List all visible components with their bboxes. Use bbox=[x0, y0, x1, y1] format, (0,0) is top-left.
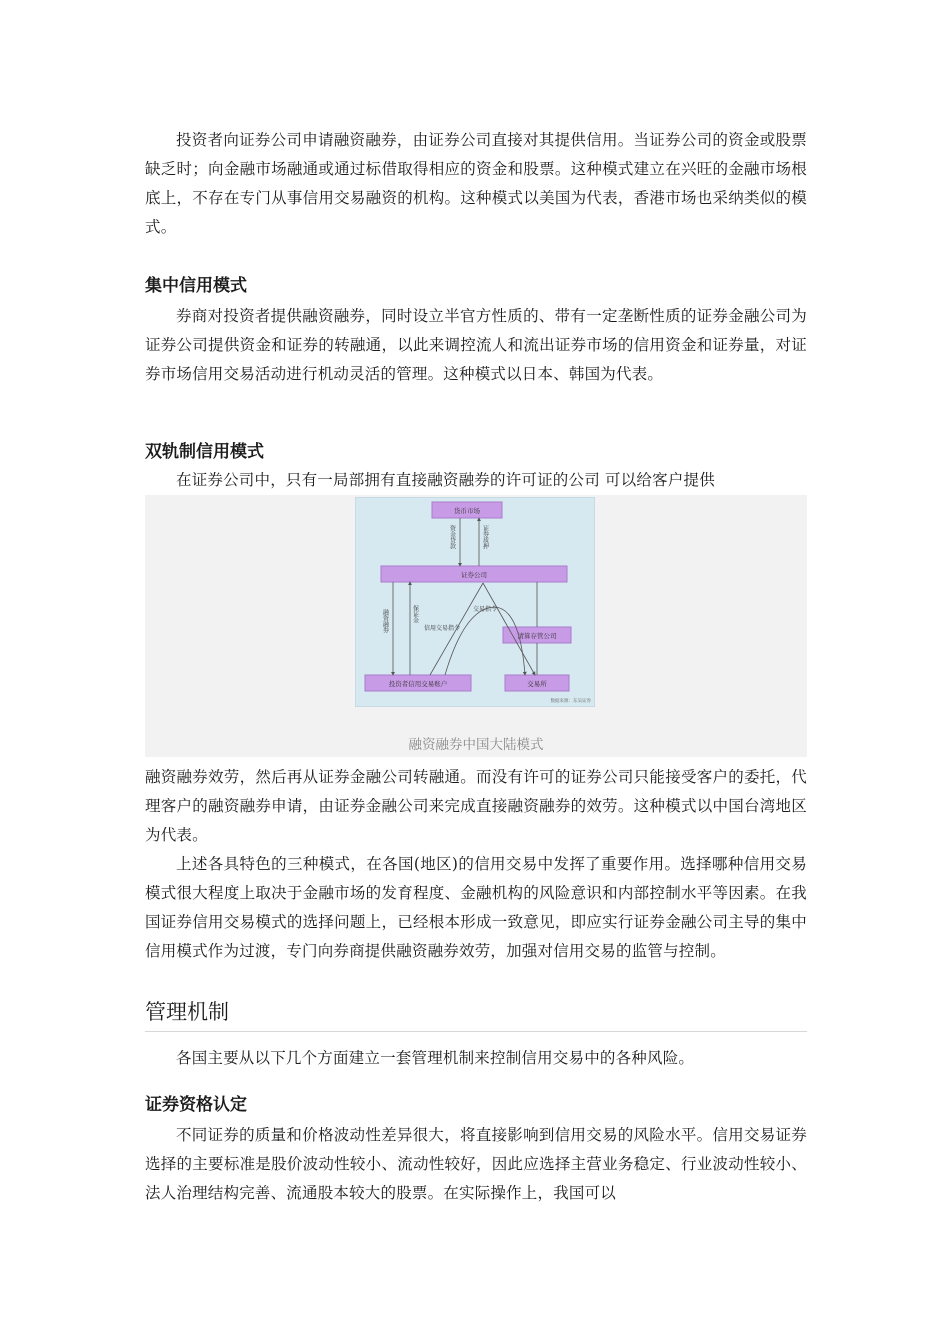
heading-securities-qualification: 证券资格认定 bbox=[145, 1095, 247, 1115]
edge-financing-lending-label: 融资融券 bbox=[381, 609, 389, 633]
paragraph-management-intro: 各国主要从以下几个方面建立一套管理机制来控制信用交易中的各种风险。 bbox=[176, 1049, 695, 1067]
edge-margin-label: 保证金 bbox=[411, 605, 419, 623]
node-clearing-company-label: 清算存管公司 bbox=[517, 632, 557, 640]
mainland-china-model-diagram bbox=[355, 497, 595, 707]
heading-dual-track-credit-model: 双轨制信用模式 bbox=[145, 442, 264, 462]
node-exchange-label: 交易所 bbox=[527, 680, 547, 688]
paragraph-securities-qualification: 不同证券的质量和价格波动性差异很大，将直接影响到信用交易的风险水平。信用交易证券选择的主要标准是股价波动性较小、流动性较好，因此应选择主营业务稳定、行业波动性较小、法人治理结构完善、流通股本较大的股票。在实际操作上，我国可以 bbox=[145, 1126, 807, 1202]
node-investor-account-label: 投资者信用交易账户 bbox=[388, 680, 448, 688]
node-securities-company-label: 证券公司 bbox=[461, 571, 487, 579]
figure-container bbox=[145, 495, 807, 757]
edge-trade-order-label: 交易指令 bbox=[473, 606, 498, 613]
paragraph-intro: 投资者向证券公司申请融资融券，由证券公司直接对其提供信用。当证券公司的资金或股票缺乏时；向金融市场融通或通过标借取得相应的资金和股票。这种模式建立在兴旺的金融市场根底上，不存在专门从事信用交易融资的机构。这种模式以美国为代表，香港市场也采纳类似的模式。 bbox=[145, 131, 807, 236]
node-money-market-label: 货币市场 bbox=[454, 507, 480, 515]
paragraph-dual-part-2: 融资融券效劳，然后再从证券金融公司转融通。而没有许可的证券公司只能接受客户的委托，代理客户的融资融券申请，由证券金融公司来完成直接融资融券的效劳。这种模式以中国台湾地区为代表。 bbox=[145, 768, 807, 844]
edge-credit-order-label: 信用交易指令 bbox=[424, 625, 461, 632]
heading-management-mechanism: 管理机制 bbox=[145, 997, 807, 1032]
diagram-source-note: 数据来源：东吴证券 bbox=[550, 699, 591, 704]
figure-caption: 融资融券中国大陆模式 bbox=[408, 737, 544, 753]
document-page bbox=[145, 126, 807, 1237]
paragraph-centralized: 券商对投资者提供融资融券，同时设立半官方性质的、带有一定垄断性质的证券金融公司为证券公司提供资金和证券的转融通，以此来调控流人和流出证券市场的信用资金和证券量，对证券市场信用交易活动进行机动灵活的管理。这种模式以日本、韩国为代表。 bbox=[145, 307, 807, 383]
paragraph-summary: 上述各具特色的三种模式，在各国(地区)的信用交易中发挥了重要作用。选择哪种信用交易模式很大程度上取决于金融市场的发育程度、金融机构的风险意识和内部控制水平等因素。在我国证券信用交易模式的选择问题上，已经根本形成一致意见，即应实行证券金融公司主导的集中信用模式作为过渡，专门向券商提供融资融券效劳，加强对信用交易的监管与控制。 bbox=[145, 855, 807, 960]
edge-funds-loan-label: 资金贷款 bbox=[448, 525, 456, 549]
paragraph-dual-part-1: 在证券公司中，只有一局部拥有直接融资融券的许可证的公司 可以给客户提供 bbox=[176, 471, 715, 489]
heading-centralized-credit-model: 集中信用模式 bbox=[145, 276, 247, 296]
edge-securities-pledge-label: 证券质押 bbox=[481, 525, 489, 549]
